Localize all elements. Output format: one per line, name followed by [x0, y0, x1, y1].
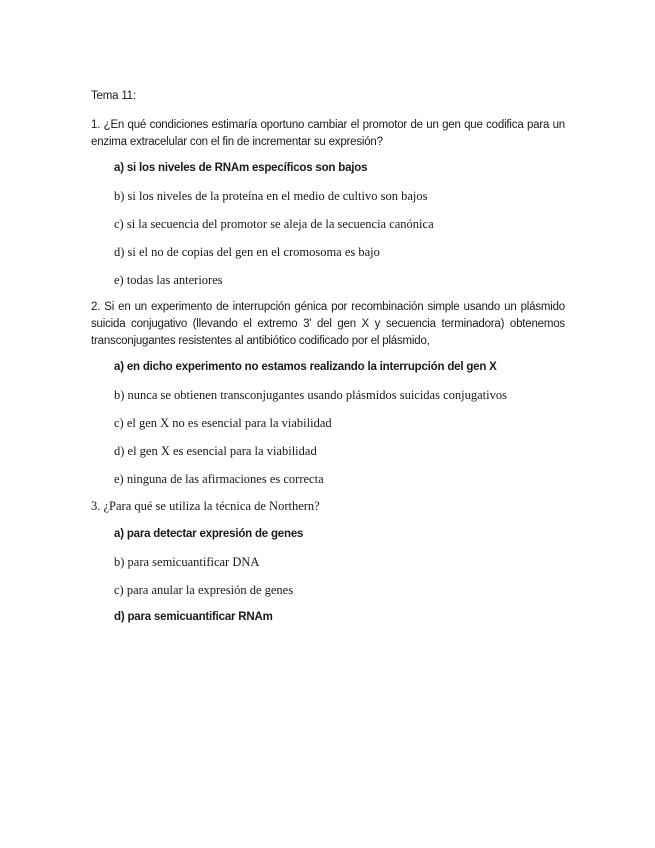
question-3-option-a: a) para detectar expresión de genes	[114, 528, 304, 540]
question-2-option-c: c) el gen X no es esencial para la viabilidad	[114, 416, 332, 430]
question-3-option-b: b) para semicuantificar DNA	[114, 555, 260, 569]
question-1-option-a: a) si los niveles de RNAm específicos son bajos	[114, 162, 368, 174]
question-1-option-d: d) si el no de copias del gen en el cromosoma es bajo	[114, 245, 380, 259]
question-3-text: 3. ¿Para qué se utiliza la técnica de Northern?	[91, 499, 320, 513]
question-1-text: 1. ¿En qué condiciones estimaría oportuno cambiar el promotor de un gen que codifica para un enzima extracelular con el fin de incrementar su expresión?	[91, 119, 565, 148]
question-2-option-a: a) en dicho experimento no estamos realizando la interrupción del gen X	[114, 361, 497, 373]
question-1-option-b: b) si los niveles de la proteína en el medio de cultivo son bajos	[114, 189, 428, 203]
question-2-text: 2. Si en un experimento de interrupción génica por recombinación simple usando un plásmido suicida conjugativo (llevando el extremo 3' del gen X y secuencia terminadora) obtenemos transconjugantes resistentes al antibiótico codificado por el plásmido,	[91, 301, 565, 347]
question-2-option-b: b) nunca se obtienen transconjugantes usando plásmidos suicidas conjugativos	[114, 388, 507, 402]
question-1-option-c: c) si la secuencia del promotor se aleja de la secuencia canónica	[114, 217, 434, 231]
question-1-option-e: e) todas las anteriores	[114, 273, 223, 287]
page-title: Tema 11:	[91, 90, 136, 102]
question-2-option-d: d) el gen X es esencial para la viabilidad	[114, 444, 317, 458]
question-3-option-d: d) para semicuantificar RNAm	[114, 611, 273, 623]
question-3-option-c: c) para anular la expresión de genes	[114, 583, 294, 597]
question-2-option-e: e) ninguna de las afirmaciones es correcta	[114, 472, 324, 486]
